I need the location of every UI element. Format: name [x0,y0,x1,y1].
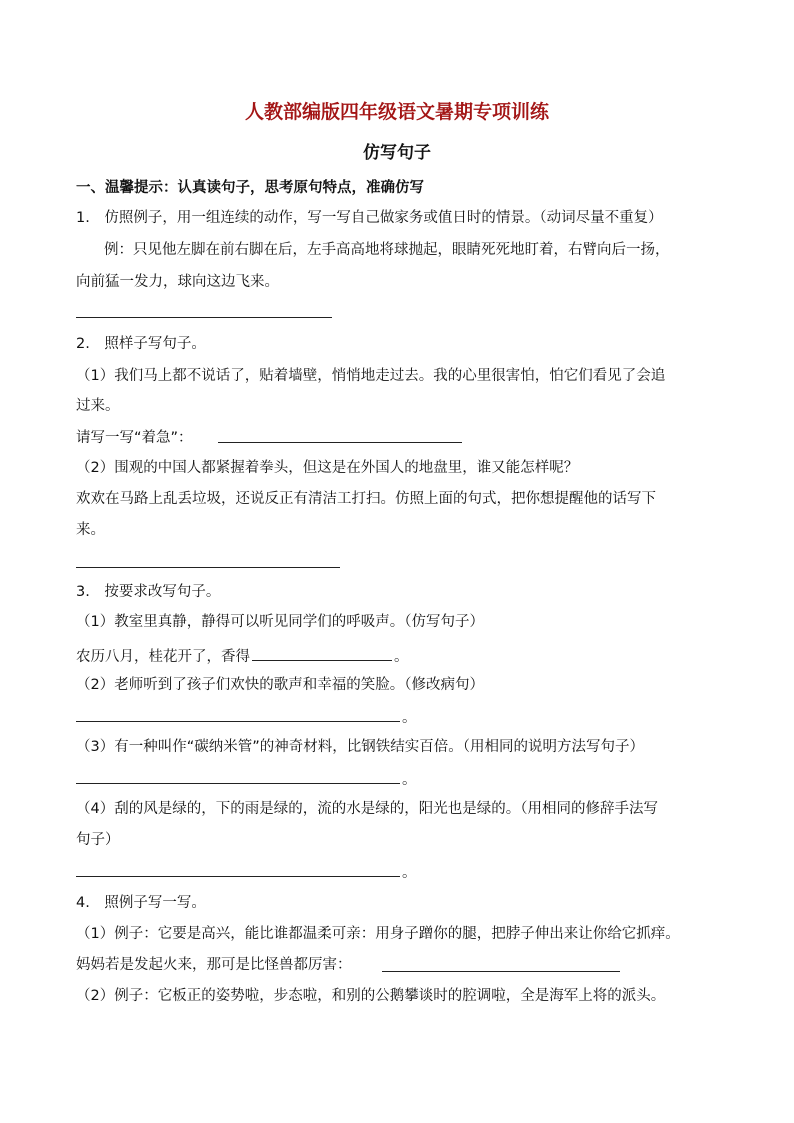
q4-p1-answer-line[interactable] [382,971,620,972]
q2-p1-answer-line[interactable] [218,442,462,443]
q3-p4-period: 。 [402,865,417,881]
q3-heading: 3. 按要求改写句子。 [76,584,221,600]
q3-p2-period: 。 [402,710,417,726]
page-title: 人教部编版四年级语文暑期专项训练 [244,101,549,123]
q1-example-line2: 向前猛一发力，球向这边飞来。 [76,274,279,290]
q2-p1-prompt: 请写一写“着急”： [76,430,193,446]
page-subtitle: 仿写句子 [363,143,431,163]
q2-p2-line2: 欢欢在马路上乱丢垃圾，还说反正有清洁工打扫。仿照上面的句式，把你想提醒他的话写下 [76,491,656,507]
q3-p2: （2）老师听到了孩子们欢快的歌声和幸福的笑脸。（修改病句） [76,677,484,693]
q2-p2-answer-line[interactable] [76,567,340,568]
q3-p1: （1）教室里真静，静得可以听见同学们的呼吸声。（仿写句子） [76,614,484,630]
section-heading: 一、温馨提示：认真读句子，思考原句特点，准确仿写 [76,180,424,196]
q3-p2-answer-line[interactable] [76,704,400,722]
q3-p1-prompt [76,643,409,669]
q3-p3-answer-row [76,766,417,792]
q2-p2-line1: （2）围观的中国人都紧握着拳头，但这是在外国人的地盘里，谁又能怎样呢？ [76,460,579,476]
q3-p4-line2: 句子） [76,832,120,848]
q4-heading: 4. 照例子写一写。 [76,895,206,911]
q4-p1: （1）例子：它要是高兴，能比谁都温柔可亲：用身子蹭你的腿，把脖子伸出来让你给它抓痒。 [76,926,680,942]
q3-p1-period: 。 [394,649,409,665]
q1-example-line1: 例：只见他左脚在前右脚在后，左手高高地将球抛起，眼睛死死地盯着，右臂向后一扬， [104,242,670,258]
q1-answer-line[interactable] [76,317,332,318]
q3-p3-answer-line[interactable] [76,766,400,784]
q2-p2-line3: 来。 [76,522,105,538]
q2-p1-line2: 过来。 [76,398,120,414]
q3-p3-period: 。 [402,772,417,788]
q2-p1-line1: （1）我们马上都不说话了，贴着墙壁，悄悄地走过去。我的心里很害怕，怕它们看见了会追 [76,368,666,384]
q4-p1-prompt: 妈妈若是发起火来，那可是比怪兽都厉害： [76,957,352,973]
q3-p2-answer-row [76,704,417,730]
q1-instruction: 1. 仿照例子，用一组连续的动作，写一写自己做家务或值日时的情景。（动词尽量不重复） [76,210,663,226]
q3-p1-prompt-text: 农历八月，桂花开了，香得 [76,649,250,665]
q3-p4-answer-line[interactable] [76,859,400,877]
q3-p3: （3）有一种叫作“碳纳米管”的神奇材料，比钢铁结实百倍。（用相同的说明方法写句子） [76,739,644,755]
q3-p4-line1: （4）刮的风是绿的，下的雨是绿的，流的水是绿的，阳光也是绿的。（用相同的修辞手法写 [76,801,658,817]
q3-p4-answer-row [76,859,417,885]
q2-heading: 2. 照样子写句子。 [76,336,206,352]
q4-p2: （2）例子：它板正的姿势啦，步态啦，和别的公鹅攀谈时的腔调啦，全是海军上将的派头。 [76,988,666,1004]
q3-p1-answer-line[interactable] [252,643,392,661]
